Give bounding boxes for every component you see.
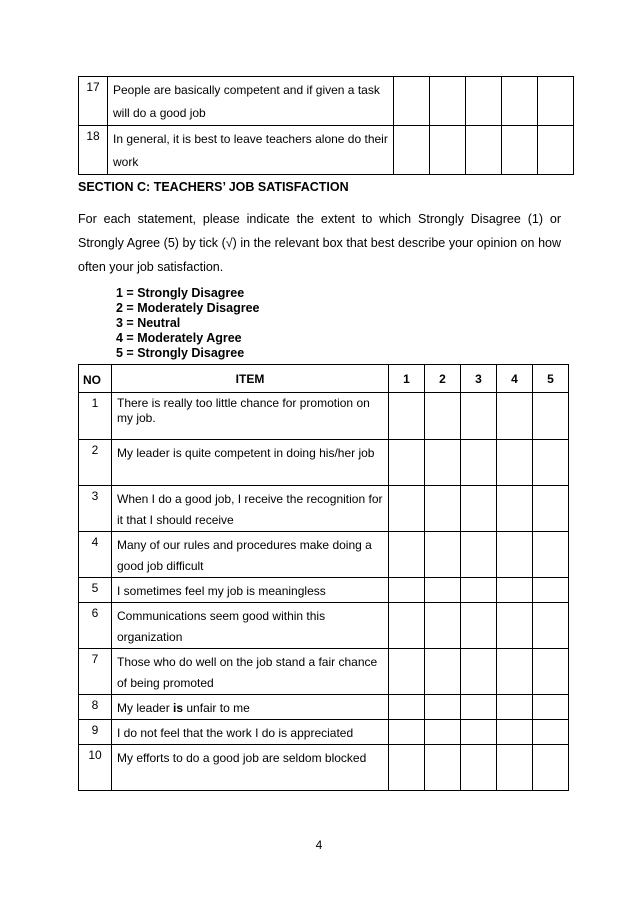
- header-no: NO: [79, 365, 112, 393]
- table-row: [79, 695, 569, 720]
- rating-box-1[interactable]: [389, 695, 425, 720]
- row-item-text: Those who do well on the job stand a fair chance of being promoted: [112, 649, 389, 695]
- rating-box-2[interactable]: [425, 440, 461, 486]
- rating-box-4[interactable]: [497, 603, 533, 649]
- row-item-text: I sometimes feel my job is meaningless: [112, 578, 389, 603]
- header-scale-1: 1: [389, 365, 425, 393]
- rating-box-3[interactable]: [461, 486, 497, 532]
- item-text-bold: is: [173, 701, 184, 715]
- rating-box-2[interactable]: [425, 603, 461, 649]
- row-number: 9: [79, 720, 112, 745]
- rating-box-4[interactable]: [497, 695, 533, 720]
- instructions-paragraph: For each statement, please indicate the extent to which Strongly Disagree (1) or Strongly Agree (5) by tick (√) in the relevant box that best describe your opinion on how often your job satisfaction.: [78, 212, 561, 274]
- rating-legend: [116, 286, 259, 361]
- row-item-text: My efforts to do a good job are seldom blocked: [112, 745, 389, 791]
- row-number: 17: [79, 77, 108, 126]
- rating-box-5[interactable]: [533, 720, 569, 745]
- row-item-text: I do not feel that the work I do is appreciated: [112, 720, 389, 745]
- rating-box-3[interactable]: [461, 695, 497, 720]
- rating-box-3[interactable]: [461, 603, 497, 649]
- row-item-text: Many of our rules and procedures make doing a good job difficult: [112, 532, 389, 578]
- table-row: [79, 77, 574, 126]
- row-item-text: People are basically competent and if given a task will do a good job: [108, 77, 394, 126]
- row-number: 3: [79, 486, 112, 532]
- rating-box-2[interactable]: [425, 745, 461, 791]
- rating-box-4[interactable]: [497, 649, 533, 695]
- rating-box-5[interactable]: [533, 695, 569, 720]
- item-text-start: My leader: [117, 701, 174, 715]
- job-satisfaction-table: [78, 364, 569, 791]
- row-number: 2: [79, 440, 112, 486]
- table-row: [79, 126, 574, 175]
- rating-box-4[interactable]: [497, 393, 533, 440]
- legend-item: 1 = Strongly Disagree: [116, 286, 245, 300]
- rating-box-2[interactable]: [425, 649, 461, 695]
- rating-box-2[interactable]: [430, 77, 466, 126]
- table-row: [79, 720, 569, 745]
- rating-box-1[interactable]: [389, 745, 425, 791]
- continued-table: [78, 76, 574, 175]
- rating-box-1[interactable]: [394, 126, 430, 175]
- row-item-text: When I do a good job, I receive the recognition for it that I should receive: [112, 486, 389, 532]
- row-item-text: My leader is quite competent in doing his/her job: [112, 440, 389, 486]
- table-row: [79, 440, 569, 486]
- row-number: 10: [79, 745, 112, 791]
- row-item-text: There is really too little chance for promotion on my job.: [112, 393, 389, 440]
- rating-box-1[interactable]: [389, 393, 425, 440]
- section-title: SECTION C: TEACHERS’ JOB SATISFACTION: [78, 180, 349, 194]
- rating-box-5[interactable]: [533, 486, 569, 532]
- rating-box-5[interactable]: [533, 649, 569, 695]
- rating-box-5[interactable]: [533, 745, 569, 791]
- rating-box-4[interactable]: [497, 486, 533, 532]
- row-number: 6: [79, 603, 112, 649]
- rating-box-3[interactable]: [461, 745, 497, 791]
- rating-box-3[interactable]: [461, 578, 497, 603]
- table-row: [79, 532, 569, 578]
- rating-box-1[interactable]: [389, 649, 425, 695]
- row-number: 7: [79, 649, 112, 695]
- rating-box-4[interactable]: [497, 720, 533, 745]
- rating-box-3[interactable]: [466, 77, 502, 126]
- rating-box-4[interactable]: [497, 532, 533, 578]
- table-row: [79, 603, 569, 649]
- rating-box-2[interactable]: [425, 486, 461, 532]
- rating-box-2[interactable]: [425, 695, 461, 720]
- rating-box-2[interactable]: [425, 532, 461, 578]
- legend-item: 4 = Moderately Agree: [116, 331, 242, 345]
- rating-box-2[interactable]: [430, 126, 466, 175]
- rating-box-3[interactable]: [461, 720, 497, 745]
- header-item: ITEM: [112, 365, 389, 393]
- row-item-text: Communications seem good within this organization: [112, 603, 389, 649]
- row-number: 1: [79, 393, 112, 440]
- rating-box-5[interactable]: [533, 532, 569, 578]
- page-number: 4: [315, 838, 323, 852]
- table-row: [79, 393, 569, 440]
- rating-box-3[interactable]: [461, 649, 497, 695]
- row-number: 8: [79, 695, 112, 720]
- rating-box-4[interactable]: [497, 440, 533, 486]
- rating-box-5[interactable]: [538, 126, 574, 175]
- rating-box-1[interactable]: [389, 532, 425, 578]
- rating-box-3[interactable]: [466, 126, 502, 175]
- rating-box-5[interactable]: [533, 440, 569, 486]
- legend-item: 5 = Strongly Disagree: [116, 346, 245, 360]
- row-item-text: [112, 695, 389, 720]
- rating-box-3[interactable]: [461, 393, 497, 440]
- header-scale-2: 2: [425, 365, 461, 393]
- table-row: [79, 649, 569, 695]
- row-number: 5: [79, 578, 112, 603]
- legend-item: 2 = Moderately Disagree: [116, 301, 260, 315]
- rating-box-5[interactable]: [533, 578, 569, 603]
- rating-box-2[interactable]: [425, 578, 461, 603]
- row-item-text: In general, it is best to leave teachers alone do their work: [108, 126, 394, 175]
- table-row: [79, 745, 569, 791]
- row-number: 18: [79, 126, 108, 175]
- rating-box-1[interactable]: [389, 720, 425, 745]
- rating-box-4[interactable]: [502, 77, 538, 126]
- rating-box-2[interactable]: [425, 720, 461, 745]
- table-row: [79, 578, 569, 603]
- table-row: [79, 486, 569, 532]
- row-number: 4: [79, 532, 112, 578]
- header-scale-3: 3: [461, 365, 497, 393]
- rating-box-3[interactable]: [461, 440, 497, 486]
- rating-box-3[interactable]: [461, 532, 497, 578]
- legend-item: 3 = Neutral: [116, 316, 181, 330]
- rating-box-5[interactable]: [538, 77, 574, 126]
- rating-box-1[interactable]: [389, 486, 425, 532]
- rating-box-2[interactable]: [425, 393, 461, 440]
- rating-box-4[interactable]: [497, 578, 533, 603]
- rating-box-5[interactable]: [533, 603, 569, 649]
- header-scale-5: 5: [533, 365, 569, 393]
- rating-box-1[interactable]: [389, 603, 425, 649]
- rating-box-5[interactable]: [533, 393, 569, 440]
- rating-box-4[interactable]: [497, 745, 533, 791]
- header-scale-4: 4: [497, 365, 533, 393]
- rating-box-1[interactable]: [389, 578, 425, 603]
- item-text-end: unfair to me: [183, 701, 250, 715]
- rating-box-4[interactable]: [502, 126, 538, 175]
- rating-box-1[interactable]: [394, 77, 430, 126]
- rating-box-1[interactable]: [389, 440, 425, 486]
- table-header-row: [79, 365, 569, 393]
